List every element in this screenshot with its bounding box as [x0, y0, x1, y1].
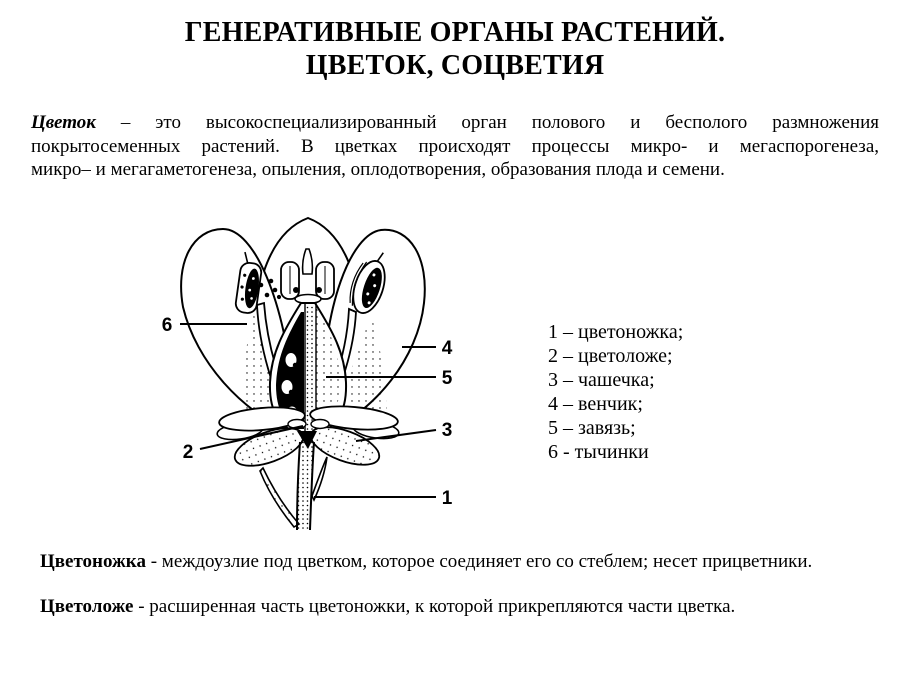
callout-4: 4 [441, 338, 453, 359]
definition-pedicel-term: Цветоножка [40, 551, 146, 572]
bract-left [260, 468, 299, 527]
definition-receptacle-term: Цветоложе [40, 596, 134, 617]
callout-5: 5 [441, 368, 453, 389]
legend-list [548, 320, 683, 464]
callout-6: 6 [161, 315, 173, 336]
legend-item-3: 3 – чашечка; [548, 369, 655, 391]
page-title [0, 16, 910, 82]
page-title-line1: ГЕНЕРАТИВНЫЕ ОРГАНЫ РАСТЕНИЙ. [184, 17, 726, 48]
callout-1: 1 [441, 488, 453, 509]
definition-receptacle [40, 596, 885, 618]
intro-paragraph [31, 111, 879, 182]
legend-item-4: 4 – венчик; [548, 393, 643, 415]
callout-3: 3 [441, 420, 453, 441]
intro-line1 [31, 111, 879, 135]
definition-pedicel-text: - междоузлие под цветком, которое соединяет его со стеблем; несет прицветники. [145, 551, 813, 572]
callout-2: 2 [182, 442, 194, 463]
legend-item-1: 1 – цветоножка; [548, 321, 684, 343]
page-title-line2: ЦВЕТОК, СОЦВЕТИЯ [305, 50, 605, 81]
legend-item-6: 6 - тычинки [548, 441, 649, 463]
legend-item-5: 5 – завязь; [548, 417, 636, 439]
flower-diagram [140, 205, 485, 540]
legend-item-2: 2 – цветоложе; [548, 345, 673, 367]
pedicel-stem [297, 442, 314, 530]
bract-right [312, 457, 327, 500]
definition-receptacle-text: - расширенная часть цветоножки, к которой прикрепляются части цветка. [133, 596, 736, 617]
definition-pedicel [40, 551, 885, 573]
intro-line1-rest: – это высокоспециализированный орган полового и бесполого размножения [95, 112, 879, 133]
intro-line3: микро– и мегагаметогенеза, опыления, оплодотворения, образования плода и семени. [31, 159, 725, 181]
intro-line2: покрытосеменных растений. В цветках происходят процессы микро- и мегаспорогенеза, [31, 135, 879, 157]
intro-term: Цветок [31, 112, 96, 133]
